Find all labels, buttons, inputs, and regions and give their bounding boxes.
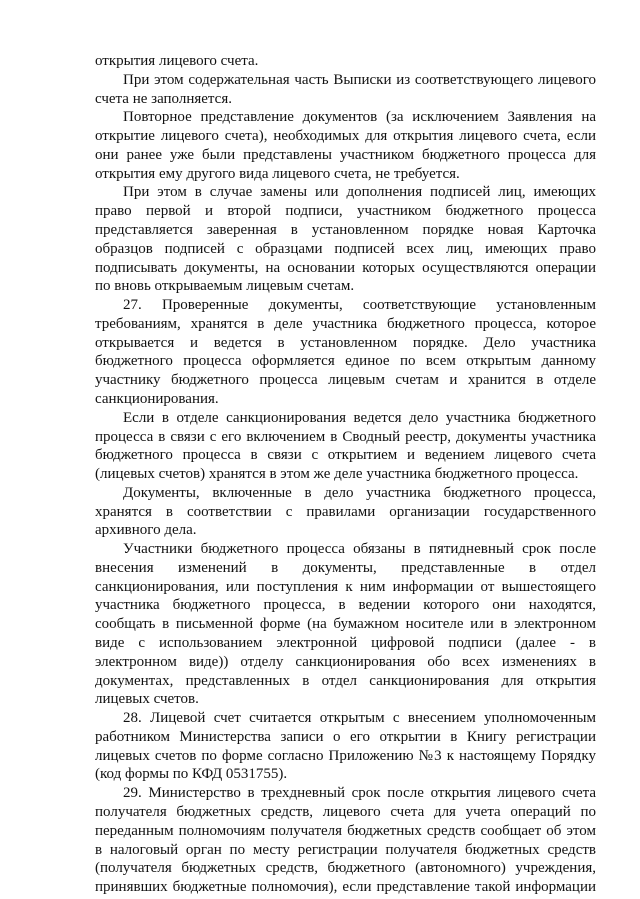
text-line: процесса в связи с его включением в Сводный реестр, документы участника xyxy=(95,428,596,445)
text-line: подписывать документы, на основании которых осуществляются операции xyxy=(95,259,596,276)
text-line: требованиям, хранятся в деле участника бюджетного процесса, которое xyxy=(95,315,596,332)
text-line: 28. Лицевой счет считается открытым с внесением уполномоченным xyxy=(123,710,596,726)
text-line: получателя бюджетных средств, лицевого счета для учета операций по xyxy=(95,803,596,820)
text-line: Если в отделе санкционирования ведется дело участника бюджетного xyxy=(123,409,596,426)
text-line: право первой и второй подписи, участником бюджетного процесса xyxy=(95,203,596,220)
text-line: документах, представленных в отдел санкционирования для открытия xyxy=(95,672,596,689)
text-line: (лицевых счетов) хранятся в этом же деле участника бюджетного процесса. xyxy=(95,466,579,482)
text-line: Повторное представление документов (за исключением Заявления на xyxy=(123,109,596,126)
text-line: участника бюджетного процесса, в ведении которого они находятся, xyxy=(95,597,596,614)
text-line: 29. Министерство в трехдневный срок после открытия лицевого счета xyxy=(123,785,596,802)
text-line: сообщать в письменной форме (на бумажном носителе или в электронном xyxy=(95,616,596,633)
text-line: представляется заверенная в установленном порядке новая Карточка xyxy=(95,222,596,238)
text-line: они ранее уже были представлены участником бюджетного процесса для xyxy=(95,146,596,163)
text-line: санкционирования. xyxy=(95,390,219,407)
text-line: участнику бюджетного процесса лицевым счетам и хранится в отделе xyxy=(95,372,596,389)
text-line: работником Министерства записи о его открытии в Книгу регистрации xyxy=(95,728,596,745)
text-line: в налоговый орган по месту регистрации получателя бюджетных средств xyxy=(95,841,596,858)
text-line: внесения изменений в документы, представленные в отдел xyxy=(95,559,596,576)
text-line: виде с использованием электронной цифровой подписи (далее - в xyxy=(95,635,596,651)
text-line: архивного дела. xyxy=(95,522,197,539)
text-line: открытие лицевого счета), необходимых для открытия лицевого счета, если xyxy=(95,128,596,145)
text-line: электронном виде)) отделу санкционирования обо всех изменениях в xyxy=(95,653,596,670)
text-line: Документы, включенные в дело участника бюджетного процесса, xyxy=(123,484,596,501)
text-line: (код формы по КФД 0531755). xyxy=(95,766,288,783)
text-line: счета не заполняется. xyxy=(95,90,232,107)
text-line: лицевых счетов по форме согласно Приложению №3 к настоящему Порядку xyxy=(95,747,596,764)
text-line: (получателя бюджетных средств, бюджетного (автономного) учреждения, xyxy=(95,860,596,877)
text-line: переданным полномочиям получателя бюджетных средств сообщает об этом xyxy=(95,822,596,839)
text-line: открытия лицевого счета. xyxy=(95,53,259,69)
text-line: санкционирования, или поступления к ним информации от вышестоящего xyxy=(95,578,596,595)
text-line: При этом содержательная часть Выписки из соответствующего лицевого xyxy=(123,71,596,88)
text-line: лицевых счетов. xyxy=(95,691,199,708)
text-line: 27. Проверенные документы, соответствующие установленным xyxy=(123,297,596,313)
text-line: хранятся в соответствии с правилами организации государственного xyxy=(95,503,596,520)
text-line: принявших бюджетные полномочия), если представление такой информации xyxy=(95,879,596,895)
text-line: Участники бюджетного процесса обязаны в пятидневный срок после xyxy=(123,541,596,558)
text-line: открывается и ведется в установленном порядке. Дело участника xyxy=(95,334,596,351)
text-line: открытия ему другого вида лицевого счета, не требуется. xyxy=(95,165,460,182)
text-line: бюджетного процесса в связи с открытием и ведением лицевого счета xyxy=(95,447,596,464)
text-line: образцов подписей с образцами подписей всех лиц, имеющих право xyxy=(95,240,596,257)
text-line: бюджетного процесса оформляется единое по всем открытым данному xyxy=(95,353,596,370)
text-line: по вновь открываемым лицевым счетам. xyxy=(95,278,355,295)
text-line: При этом в случае замены или дополнения подписей лиц, имеющих xyxy=(123,184,596,201)
